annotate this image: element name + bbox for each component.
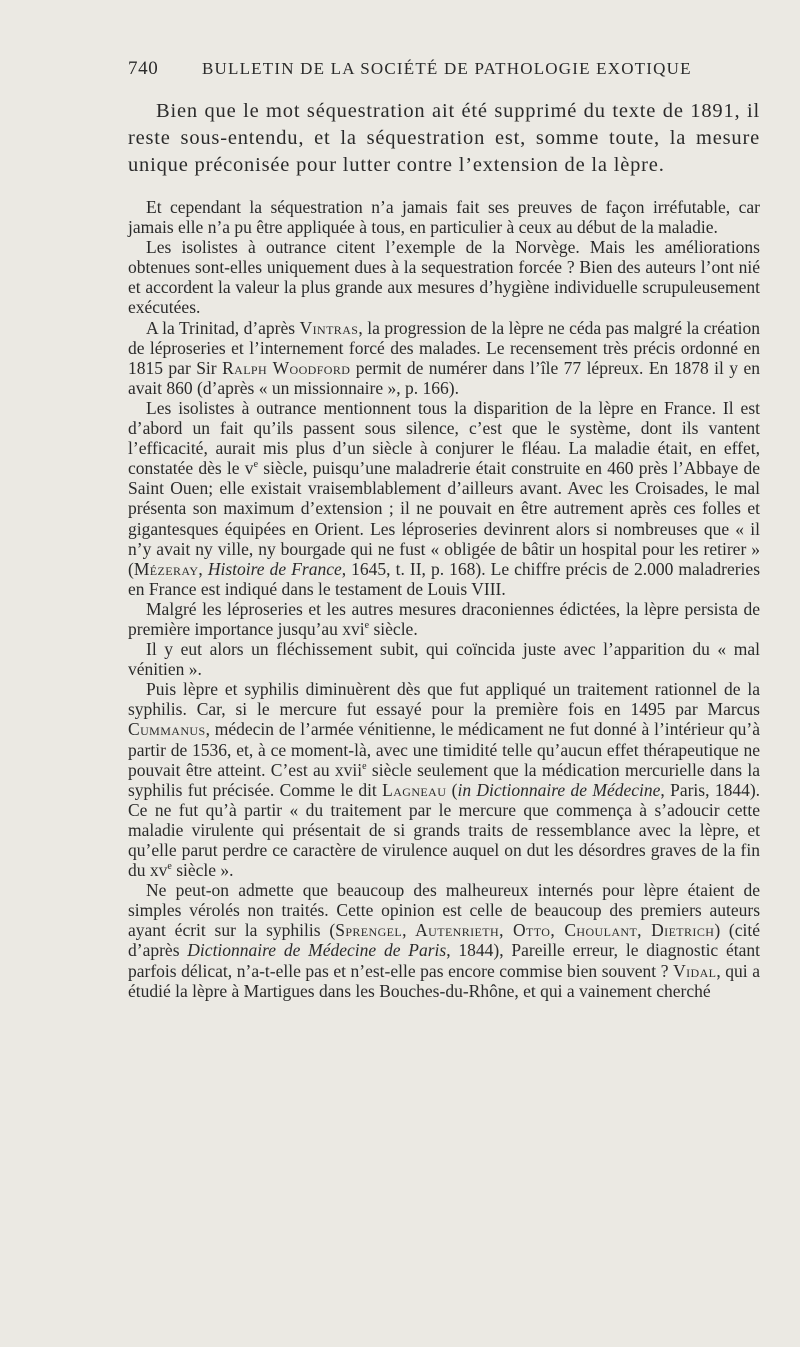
superscript: e	[253, 459, 259, 471]
text-run: ) (cité d’après	[128, 920, 761, 961]
paragraph-6: Il y eut alors un fléchissement subit, qui coïncida juste avec l’apparition du « mal vénitien ».	[128, 639, 760, 680]
text-run: Puis lèpre et syphilis diminuèrent dès que fut appliqué un traitement rationnel de la syphilis. Car, si le mercure fut essayé pour la première fois en 1495 par Marcus	[128, 679, 760, 720]
text-run: , 1844), Pareille erreur, le diagnostic étant parfois délicat, n’a-t-elle pas et n’est-elle pas encore commise bien souvent ?	[128, 940, 760, 981]
author-vintras: Vintras	[299, 317, 359, 338]
citation-title: in Dictionnaire de Médecine	[457, 779, 661, 800]
text-run: , Paris, 1844). Ce ne fut qu’à partir « du traitement par le mercure que commença à s’adoucir cette maladie virulente qui présentait de si grands traits de ressemblance avec la lèpre, et qu’elle parut perdre ce caractère de virulence auquel on dut les désordres graves de la fin du xv	[128, 779, 761, 881]
paragraph-1: Et cependant la séquestration n’a jamais fait ses preuves de façon irréfutable, car jamais elle n’a pu être appliquée à tous, en particulier à ceux au début de la maladie.	[128, 197, 760, 238]
paragraph-3	[128, 318, 760, 398]
text-run: Ne peut-on admette que beaucoup des malheureux internés pour lèpre étaient de simples vérolés non traités. Cette opinion est celle de beaucoup des premiers auteurs ayant écrit sur la syphilis (	[128, 880, 760, 941]
author-lagneau: Lagneau	[382, 779, 447, 800]
author-mezeray: Mézeray	[133, 558, 199, 579]
text-run: , médecin de l’armée vénitienne, le médicament ne fut donné à l’intérieur qu’à partir de 1536, et, à ce moment-là, avec une timidité telle qu’aucun effet thérapeutique ne pouvait être atteint. C’est au xvii	[128, 719, 760, 780]
text-run: siècle.	[369, 618, 418, 639]
author-list: Sprengel, Autenrieth, Otto, Choulant, Dietrich	[335, 920, 715, 941]
running-title: BULLETIN DE LA SOCIÉTÉ DE PATHOLOGIE EXOTIQUE	[202, 59, 692, 78]
superscript: e	[364, 620, 370, 632]
page-number: 740	[128, 58, 159, 79]
author-cummanus: Cummanus	[128, 719, 206, 740]
paragraph-2: Les isolistes à outrance citent l’exemple de la Norvège. Mais les améliorations obtenues sont-elles uniquement dues à la sequestration forcée ? Bien des auteurs l’ont nié et accordent la valeur la plus grande aux mesures d’hygiène individuelle scrupuleusement exécutées.	[128, 237, 760, 318]
text-run: siècle ».	[171, 860, 234, 881]
paragraph-5	[128, 599, 760, 639]
paragraph-8	[128, 880, 760, 1001]
author-woodford: Ralph Woodford	[222, 357, 351, 378]
paragraph-7	[128, 679, 760, 880]
text-run: Malgré les léproseries et les autres mesures draconiennes édictées, la lèpre persista de première importance jusqu’au xvi	[128, 598, 760, 639]
lead-paragraph: Bien que le mot séquestration ait été supprimé du texte de 1891, il reste sous-entendu, et la séquestration est, somme toute, la mesure unique préconisée pour lutter contre l’extension de la lèpre.	[128, 100, 760, 176]
text-run: (	[446, 779, 458, 800]
author-vidal: Vidal	[673, 960, 717, 981]
superscript: e	[167, 861, 172, 873]
text-run: siècle seulement que la médication mercurielle dans la syphilis fut précisée. Comme le dit	[128, 759, 761, 800]
text-run: Les isolistes à outrance mentionnent tous la disparition de la lèpre en France. Il est d’abord un fait qu’ils passent sous silence, c’est que le système, dont ils vantent l’efficacité, aurait mis plus d’un siècle à conjurer le fléau. La maladie était, en effet, constatée dès le v	[128, 397, 760, 479]
text-run: ,	[198, 558, 208, 579]
text-run: siècle, puisqu’une maladrerie était construite en 460 près l’Abbaye de Saint Ouen; elle existait vraisemblablement d’ailleurs avant. Avec les Croisades, le mal présenta son maximum d’extension ; il ne pouvait en être autrement après ces folles et gigantesques équipées en Orient. Les léproseries devinrent alors si nombreuses que « il n’y avait ny ville, ny bourgade qui ne fust « obligée de bâtir un hospital pour les retirer » (	[128, 458, 760, 579]
text-run: permit de numérer dans l’île 77 lépreux. En 1878 il y en avait 860 (d’après « un missionnaire », p. 166).	[128, 357, 760, 398]
citation-title: Dictionnaire de Médecine de Paris	[187, 940, 447, 961]
text-run: , la progression de la lèpre ne céda pas malgré la création de léproseries et l’internement forcé des malades. Le recensement très précis ordonné en 1815 par Sir	[128, 317, 760, 378]
superscript: e	[362, 760, 367, 772]
text-run: , qui a étudié la lèpre à Martigues dans les Bouches-du-Rhône, et qui a vainement cherché	[128, 960, 760, 1001]
page-header	[128, 58, 760, 80]
paragraph-4	[128, 398, 760, 599]
text-run: , 1645, t. II, p. 168). Le chiffre précis de 2.000 maladreries en France est indiqué dans le testament de Louis VIII.	[128, 558, 760, 599]
text-run: A la Trinitad, d’après	[146, 317, 300, 338]
citation-title: Histoire de France	[207, 558, 342, 579]
